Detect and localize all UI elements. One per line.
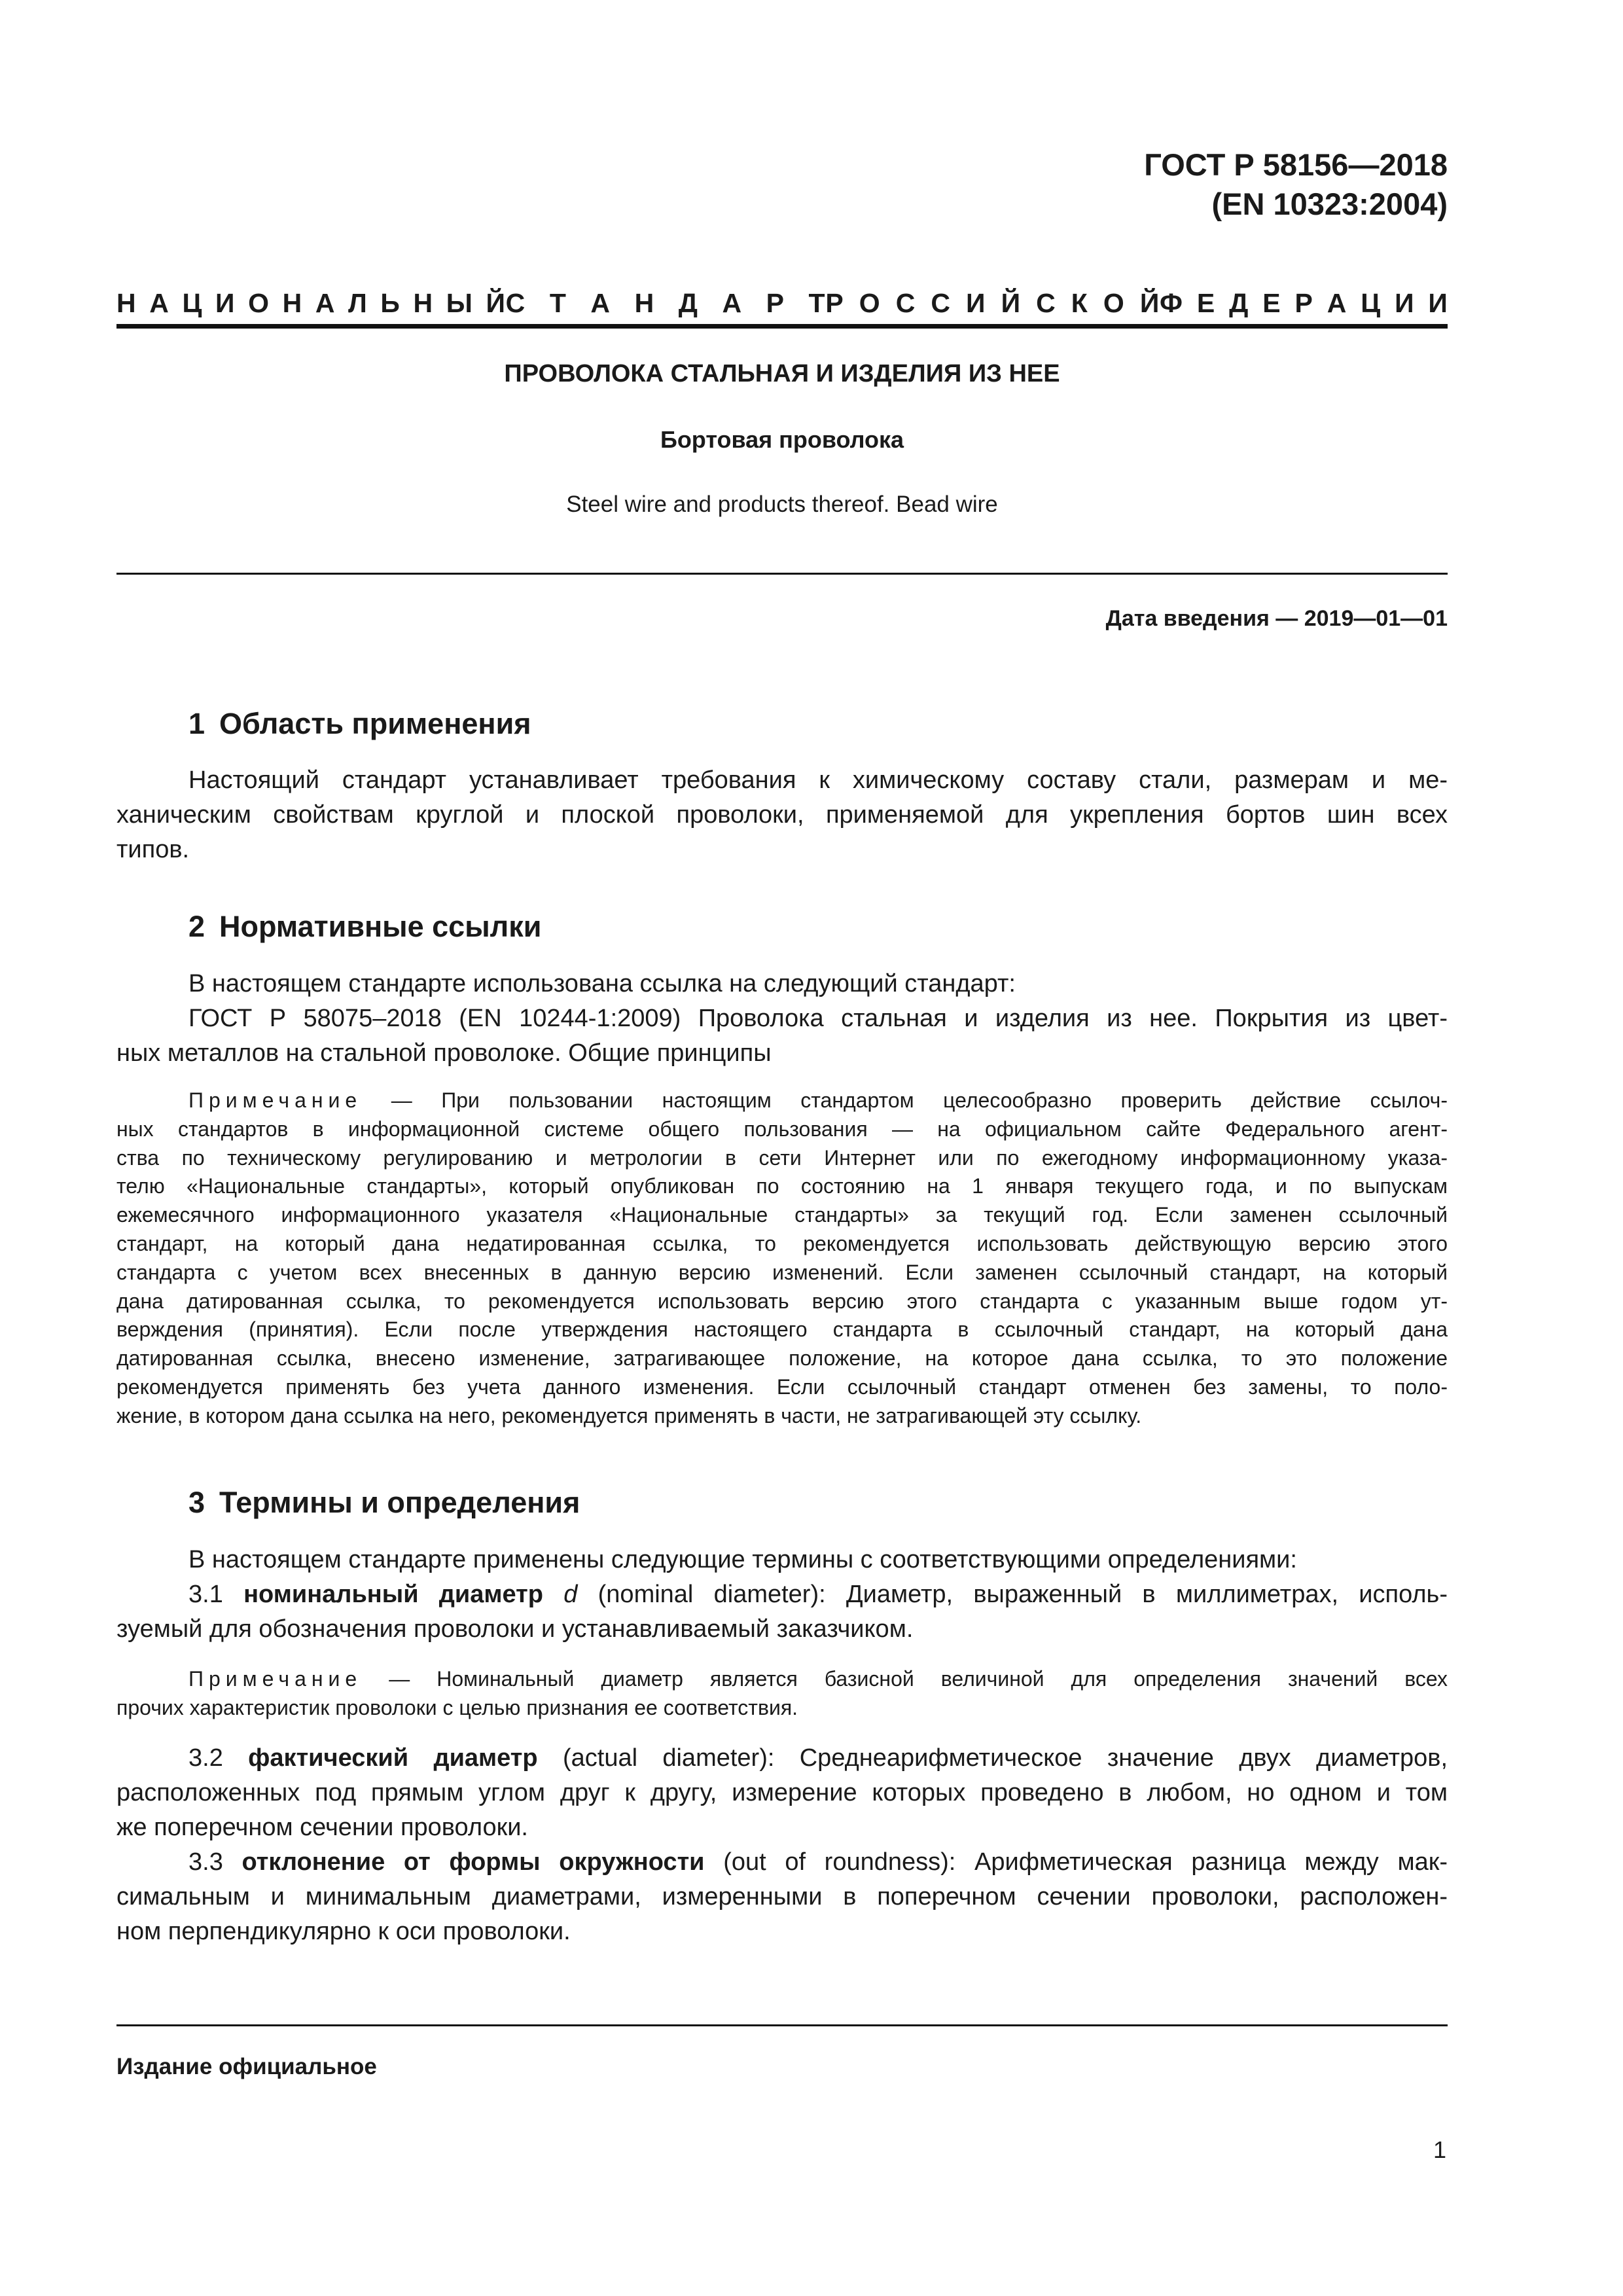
section-1-paragraph [116, 763, 1448, 867]
banner-letter: Л [348, 288, 367, 318]
term-number: 3.2 [188, 1744, 223, 1772]
banner-letter: Ы [446, 288, 473, 318]
banner-letter: И [966, 288, 986, 318]
text-line: ГОСТ Р 58075–2018 (EN 10244-1:2009) Проволока стальная и изделия из нее. Покрытия из цвет- [188, 1005, 1448, 1032]
section-title: Область применения [219, 707, 531, 740]
note-text: — При пользовании настоящим стандартом целесообразно проверить действие ссылоч- [391, 1088, 1448, 1112]
section-title: Нормативные ссылки [219, 910, 542, 943]
term-definition: (nominal diameter): Диаметр, выраженный в миллиметрах, исполь- [597, 1581, 1448, 1608]
note-line: ства по техническому регулированию и метрологии в сети Интернет или по ежегодному информационному указа- [116, 1145, 1448, 1170]
gost-code: ГОСТ Р 58156—2018 [1144, 147, 1448, 182]
national-standard-banner [116, 287, 1448, 319]
term-number: 3.1 [188, 1581, 223, 1608]
banner-letter: Т [808, 288, 825, 318]
gost-code-block [1144, 145, 1448, 224]
section-2-heading [188, 908, 541, 945]
note-line: прочих характеристик проволоки с целью признания ее соответствия. [116, 1695, 798, 1719]
section-1-heading [188, 706, 531, 742]
term-3-1-note [116, 1665, 1448, 1723]
text-line: симальным и минимальным диаметрами, измеренными в поперечном сечении проволоки, расположен- [116, 1883, 1448, 1910]
banner-letter: О [1103, 288, 1124, 318]
banner-letter: Ц [182, 288, 202, 318]
section-title: Термины и определения [219, 1486, 580, 1519]
section-2-note [116, 1086, 1448, 1431]
banner-letter: А [590, 288, 611, 318]
banner-letter: А [1327, 288, 1347, 318]
note-line: датированная ссылка, внесено изменение, затрагивающее положение, на которое дана ссылка, то это положение [116, 1346, 1448, 1371]
note-line: верждения (принятия). Если после утверждения настоящего стандарта в ссылочный стандарт, на который дана [116, 1318, 1448, 1342]
term-definition: (out of roundness): Арифметическая разница между мак- [723, 1848, 1448, 1876]
official-edition-label: Издание официальное [116, 2054, 377, 2079]
term-3-2-line [116, 1741, 1448, 1776]
note-line: стандарт, на который дана недатированная ссылка, то рекомендуется использовать действующую версию этого [116, 1231, 1448, 1255]
note-line: ежемесячного информационного указателя «Национальные стандарты» за текущий год. Если заменен ссылочный [116, 1203, 1448, 1227]
banner-letter: Р [1294, 288, 1313, 318]
banner-letter: А [722, 288, 742, 318]
page-number: 1 [1433, 2136, 1446, 2163]
banner-letter: Д [678, 288, 698, 318]
banner-letter: О [248, 288, 269, 318]
banner-letter: С [895, 288, 916, 318]
term-3-1-line [116, 1577, 1448, 1612]
banner-letter: Н [116, 288, 136, 318]
title-divider [116, 573, 1448, 575]
note-line: стандарта с учетом всех внесенных в данную версию изменений. Если заменен ссылочный стандарт, на который [116, 1260, 1448, 1284]
banner-letter: С [931, 288, 950, 318]
banner-word [1160, 287, 1448, 319]
text-line: же поперечном сечении проволоки. [116, 1814, 528, 1841]
section-3-heading [188, 1484, 580, 1521]
banner-letter: Е [1196, 288, 1215, 318]
section-number: 3 [188, 1486, 205, 1519]
note-line: телю «Национальные стандарты», который опубликован по состоянию на 1 января текущего года, и по выпускам [116, 1174, 1448, 1198]
banner-letter: С [1036, 288, 1056, 318]
banner-letter: Й [1139, 288, 1160, 318]
section-2-paragraph [116, 967, 1448, 1071]
text-line: расположенных под прямым углом друг к другу, измерение которых проведено в любом, но одном и том [116, 1779, 1448, 1806]
introduction-date: Дата введения — 2019—01—01 [1105, 606, 1448, 631]
header-thick-rule [116, 324, 1448, 329]
term-symbol: d [563, 1581, 578, 1608]
term-3-3-line [116, 1845, 1448, 1880]
note-text: — Номинальный диаметр является базисной величиной для определения значений всех [389, 1667, 1448, 1691]
note-line: дана датированная ссылка, то рекомендуется использовать версию этого стандарта с указанным выше годом ут- [116, 1289, 1448, 1313]
banner-letter: И [215, 288, 235, 318]
banner-letter: Ц [1361, 288, 1381, 318]
section-number: 2 [188, 910, 205, 943]
footer-divider [116, 2024, 1448, 2026]
section-3-paragraph [116, 1543, 1448, 1647]
text-line: ном перпендикулярно к оси проволоки. [116, 1918, 571, 1945]
text-line: зуемый для обозначения проволоки и устанавливаемый заказчиком. [116, 1615, 914, 1643]
banner-letter: С [505, 288, 526, 318]
document-subtitle: Бортовая проволока [660, 426, 904, 453]
text-line: В настоящем стандарте использована ссылка на следующий стандарт: [188, 970, 1016, 997]
note-first-line [116, 1665, 1448, 1694]
banner-letter: Й [486, 288, 505, 318]
banner-letter: К [1071, 288, 1088, 318]
note-label: Примечание [188, 1088, 363, 1112]
text-line: В настоящем стандарте применены следующие термины с соответствующими определениями: [188, 1546, 1297, 1573]
banner-word [116, 287, 505, 319]
note-label: Примечание [188, 1667, 363, 1691]
text-line: ных металлов на стальной проволоке. Общие принципы [116, 1039, 772, 1067]
banner-letter: Д [1229, 288, 1249, 318]
text-line: Настоящий стандарт устанавливает требования к химическому составу стали, размерам и ме- [188, 766, 1448, 794]
note-line: рекомендуется применять без учета данного изменения. Если ссылочный стандарт отменен без замены, то поло- [116, 1374, 1448, 1399]
banner-letter: И [1395, 288, 1414, 318]
note-line: ных стандартов в информационной системе общего пользования — на официальном сайте Федерального агент- [116, 1117, 1448, 1141]
text-line: типов. [116, 836, 190, 863]
banner-letter: Ф [1159, 288, 1183, 318]
document-title-english: Steel wire and products thereof. Bead wire [566, 492, 998, 517]
banner-letter: О [859, 288, 880, 318]
term-3-2-paragraph [116, 1741, 1448, 1949]
en-code: (EN 10323:2004) [1211, 187, 1448, 221]
banner-letter: Н [282, 288, 302, 318]
section-number: 1 [188, 707, 205, 740]
banner-letter: Р [766, 288, 784, 318]
banner-letter: Ь [380, 288, 400, 318]
term-name: номинальный диаметр [243, 1581, 543, 1608]
document-title: ПРОВОЛОКА СТАЛЬНАЯ И ИЗДЕЛИЯ ИЗ НЕЕ [504, 360, 1060, 387]
banner-letter: Н [634, 288, 654, 318]
term-name: отклонение от формы окружности [241, 1848, 705, 1876]
term-name: фактический диаметр [248, 1744, 538, 1772]
banner-letter: И [1428, 288, 1448, 318]
banner-letter: Й [1001, 288, 1021, 318]
banner-letter: Н [413, 288, 433, 318]
banner-letter: Е [1262, 288, 1281, 318]
term-definition: (actual diameter): Среднеарифметическое значение двух диаметров, [562, 1744, 1448, 1772]
note-first-line [116, 1086, 1448, 1115]
note-line: жение, в котором дана ссылка на него, рекомендуется применять в части, не затрагивающей эту ссылку. [116, 1403, 1142, 1427]
banner-letter: А [149, 288, 169, 318]
banner-letter: А [315, 288, 335, 318]
banner-word [825, 287, 1159, 319]
term-number: 3.3 [188, 1848, 223, 1876]
text-line: ханическим свойствам круглой и плоской проволоки, применяемой для укрепления бортов шин всех [116, 801, 1448, 829]
banner-letter: Р [825, 288, 844, 318]
banner-word [506, 287, 825, 319]
banner-letter: Т [549, 288, 566, 318]
